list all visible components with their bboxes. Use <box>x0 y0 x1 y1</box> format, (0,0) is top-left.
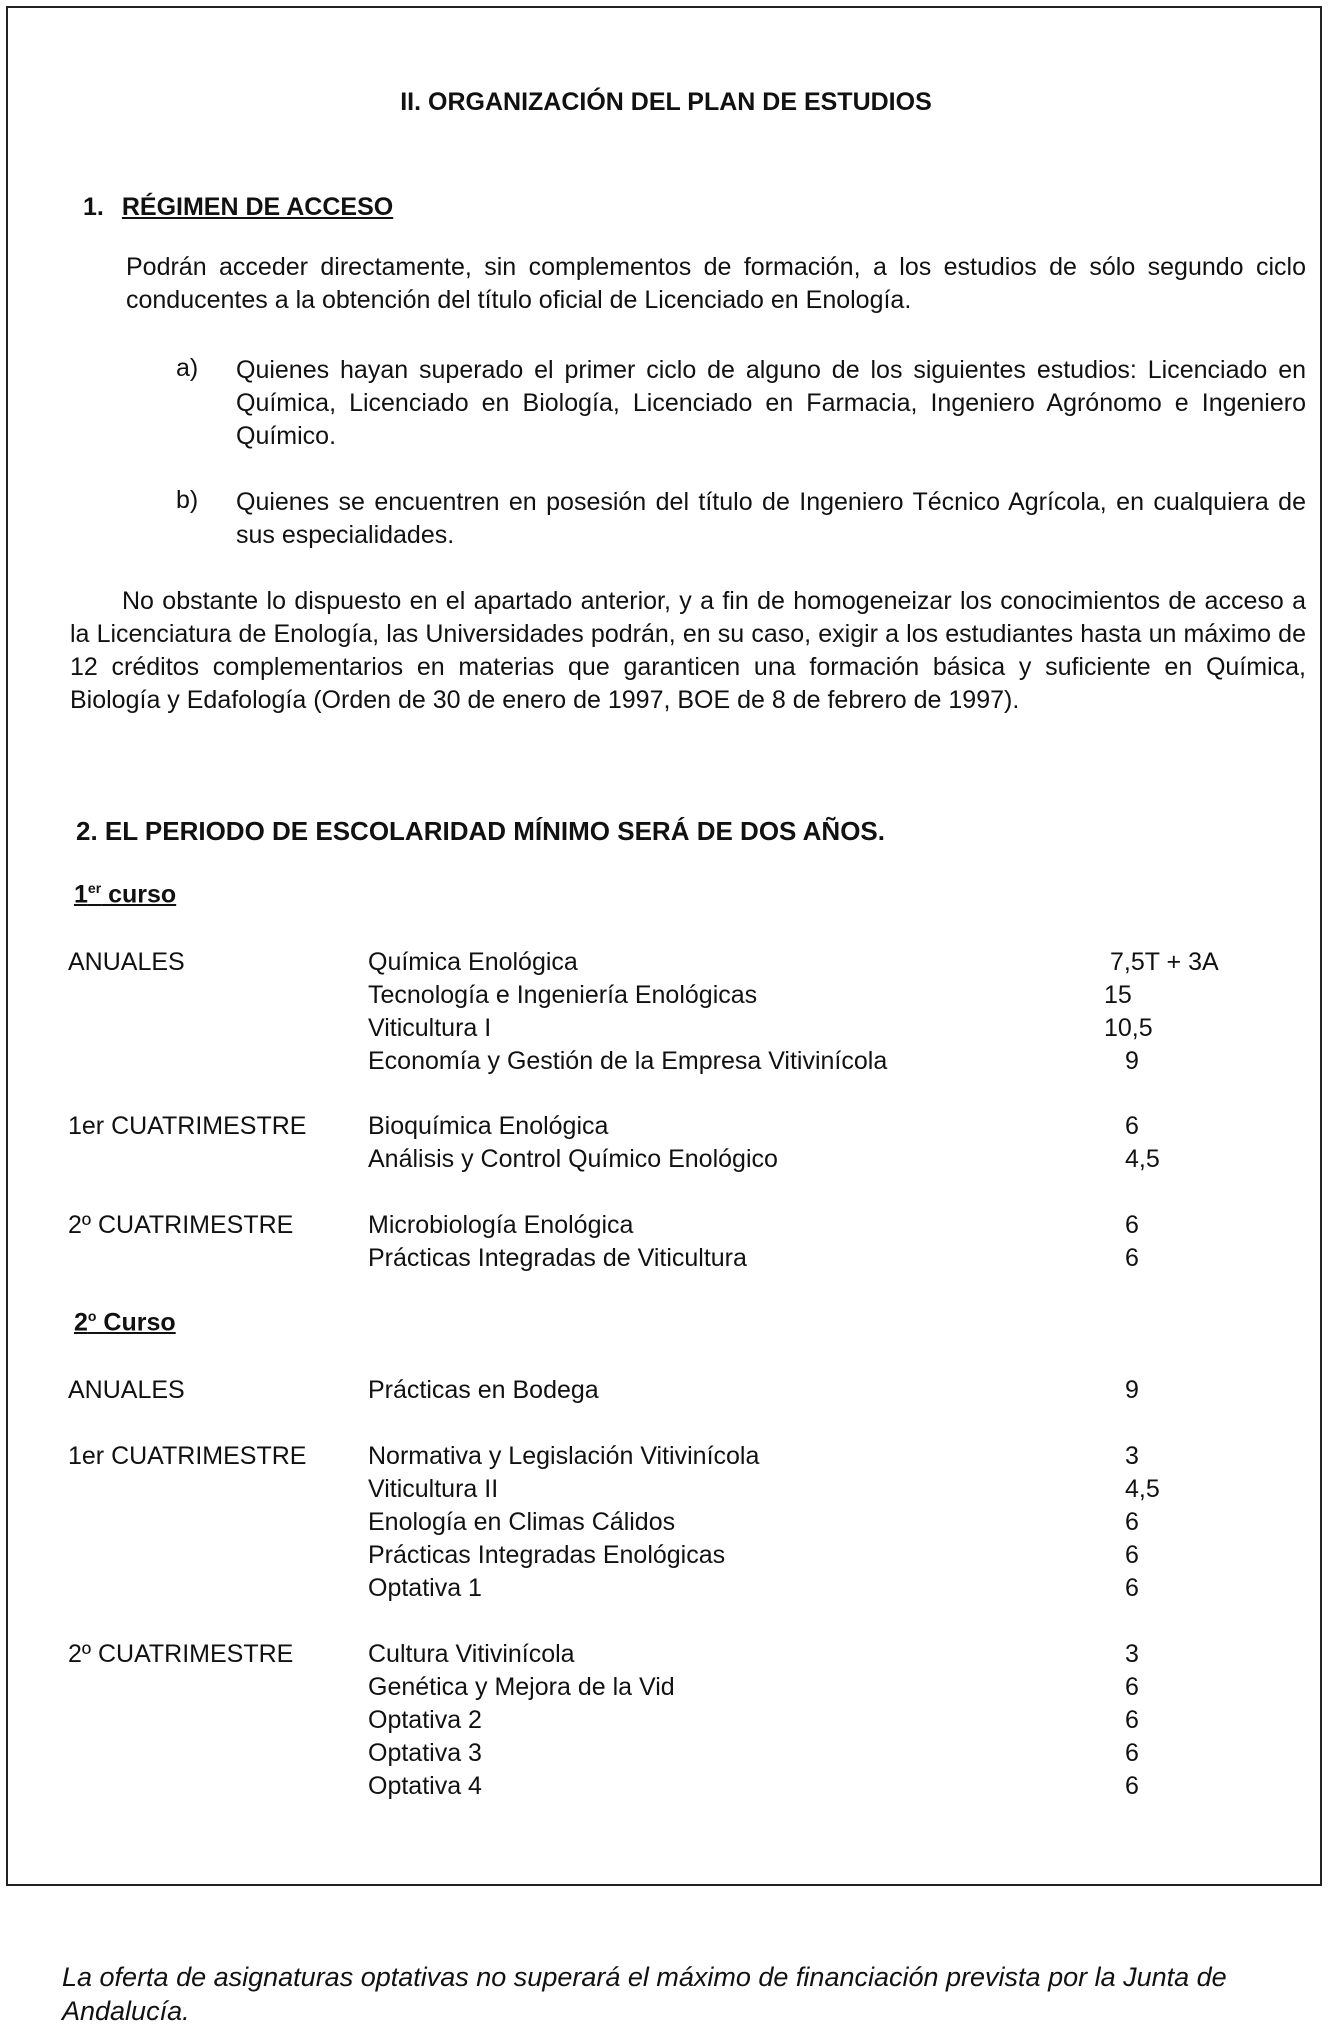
subject-name: Optativa 4 <box>368 1772 482 1800</box>
subject-name: Prácticas Integradas de Viticultura <box>368 1244 747 1272</box>
subject-name: Viticultura I <box>368 1014 492 1042</box>
credits-value: 6 <box>1125 1211 1139 1239</box>
group-label: 1er CUATRIMESTRE <box>68 1442 307 1470</box>
group-label: 2º CUATRIMESTRE <box>68 1640 294 1668</box>
credits-value: 9 <box>1125 1376 1139 1404</box>
subject-name: Optativa 3 <box>368 1739 482 1767</box>
credits-value: 7,5T + 3A <box>1110 948 1219 976</box>
group-label: ANUALES <box>68 1376 185 1404</box>
credits-value: 9 <box>1125 1047 1139 1075</box>
curso-1-heading <box>74 880 176 909</box>
subject-name: Viticultura II <box>368 1475 499 1503</box>
subject-name: Análisis y Control Químico Enológico <box>368 1145 778 1173</box>
credits-value: 6 <box>1125 1706 1139 1734</box>
item-a-text: Quienes hayan superado el primer ciclo de alguno de los siguientes estudios: Licenciado en Química, Licenciado en Biología, Licenciado en Farmacia, Ingeniero Agrónomo e Ingeniero Químico. <box>236 356 1306 450</box>
item-b-text: Quienes se encuentren en posesión del título de Ingeniero Técnico Agrícola, en cualquiera de sus especialidades. <box>236 488 1306 549</box>
subject-name: Optativa 1 <box>368 1574 482 1602</box>
subject-name: Bioquímica Enológica <box>368 1112 609 1140</box>
credits-value: 3 <box>1125 1442 1139 1470</box>
credits-value: 4,5 <box>1125 1145 1160 1173</box>
subject-name: Cultura Vitivinícola <box>368 1640 575 1668</box>
item-a-letter: a) <box>176 354 199 382</box>
curso-2-number: 2 <box>74 1308 88 1337</box>
subject-name: Prácticas en Bodega <box>368 1376 599 1404</box>
credits-value: 15 <box>1104 981 1132 1009</box>
subject-name: Tecnología e Ingeniería Enológicas <box>368 981 758 1009</box>
curso-1-sup: er <box>87 880 102 896</box>
footer-note: La oferta de asignaturas optativas no superará el máximo de financiación prevista por la Junta de Andalucía. <box>62 1962 1227 2026</box>
section-1-heading <box>83 193 393 222</box>
subject-name: Prácticas Integradas Enológicas <box>368 1541 726 1569</box>
curso-1-label: curso <box>101 880 177 909</box>
subject-name: Microbiología Enológica <box>368 1211 634 1239</box>
curso-2-sup: o <box>87 1308 97 1324</box>
section-2-heading: 2. EL PERIODO DE ESCOLARIDAD MÍNIMO SERÁ DE DOS AÑOS. <box>76 816 885 846</box>
curso-1-number: 1 <box>74 880 88 909</box>
credits-value: 3 <box>1125 1640 1139 1668</box>
credits-value: 6 <box>1125 1244 1139 1272</box>
credits-value: 4,5 <box>1125 1475 1160 1503</box>
curso-2-label: Curso <box>96 1308 176 1337</box>
group-label: 2º CUATRIMESTRE <box>68 1211 294 1239</box>
subject-name: Enología en Climas Cálidos <box>368 1508 676 1536</box>
item-b-letter: b) <box>176 486 199 514</box>
section-1-title: RÉGIMEN DE ACCESO <box>121 193 394 221</box>
subject-name: Genética y Mejora de la Vid <box>368 1673 675 1701</box>
section-1-number: 1. <box>83 193 104 221</box>
group-label: ANUALES <box>68 948 185 976</box>
credits-value: 6 <box>1125 1673 1139 1701</box>
subject-name: Química Enológica <box>368 948 578 976</box>
group-label: 1er CUATRIMESTRE <box>68 1112 307 1140</box>
page-title: II. ORGANIZACIÓN DEL PLAN DE ESTUDIOS <box>400 88 932 116</box>
credits-value: 6 <box>1125 1508 1139 1536</box>
credits-value: 6 <box>1125 1739 1139 1767</box>
subject-name: Optativa 2 <box>368 1706 482 1734</box>
subject-name: Normativa y Legislación Vitivinícola <box>368 1442 760 1470</box>
section-1-note: No obstante lo dispuesto en el apartado anterior, y a fin de homogeneizar los conocimientos de acceso a la Licenciatura de Enología, las Universidades podrán, en su caso, exigir a los estudiantes hasta un máximo de 12 créditos complementarios en materias que garanticen una formación básica y suficiente en Química, Biología y Edafología (Orden de 30 de enero de 1997, BOE de 8 de febrero de 1997). <box>70 587 1306 714</box>
credits-value: 6 <box>1125 1574 1139 1602</box>
credits-value: 10,5 <box>1104 1014 1153 1042</box>
credits-value: 6 <box>1125 1541 1139 1569</box>
section-1-intro: Podrán acceder directamente, sin complementos de formación, a los estudios de sólo segundo ciclo conducentes a la obtención del título oficial de Licenciado en Enología. <box>126 253 1306 314</box>
curso-2-heading <box>74 1308 176 1337</box>
credits-value: 6 <box>1125 1112 1139 1140</box>
credits-value: 6 <box>1125 1772 1139 1800</box>
document-frame <box>6 6 1322 1886</box>
subject-name: Economía y Gestión de la Empresa Vitivinícola <box>368 1047 888 1075</box>
